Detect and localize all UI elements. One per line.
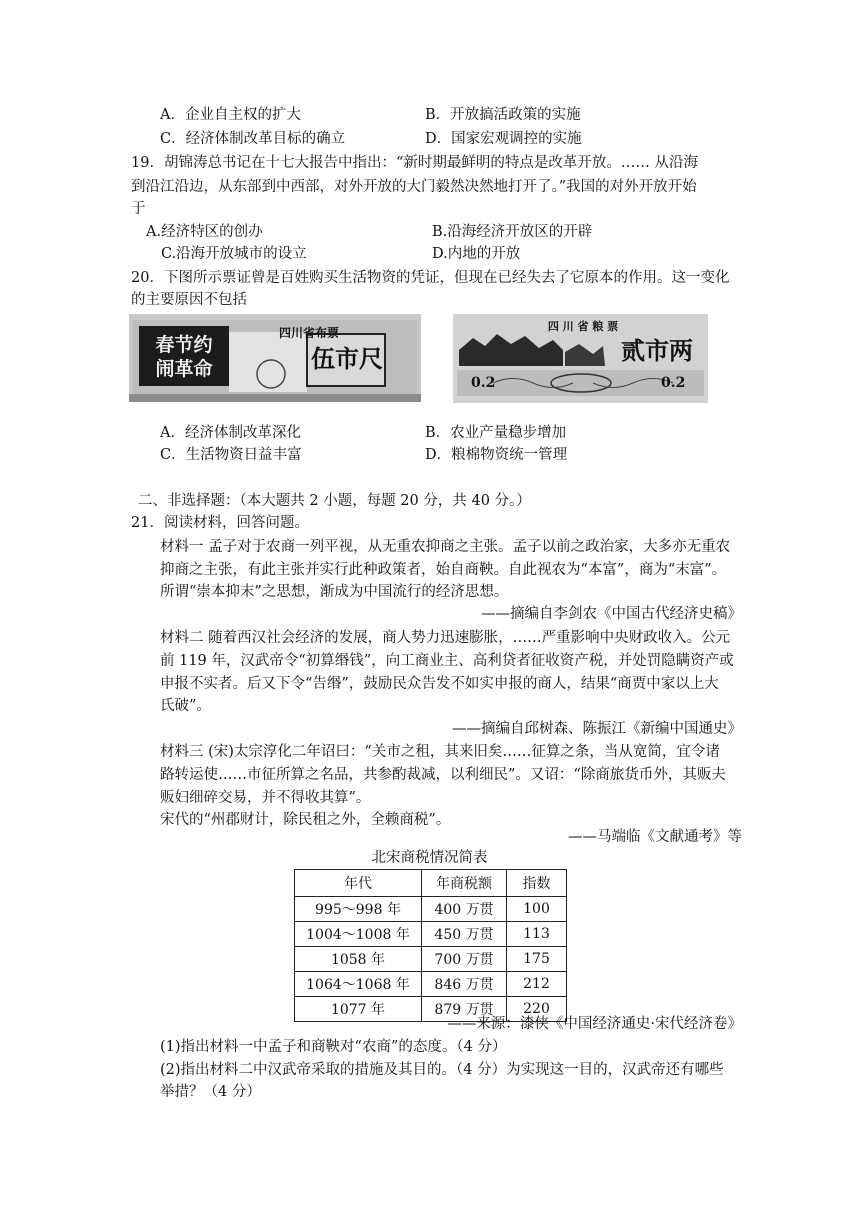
q18-option-b: B．开放搞活政策的实施 bbox=[425, 107, 581, 123]
q20-stem-line-2: 的主要原因不包括 bbox=[131, 292, 247, 308]
table-cell: 450 万贯 bbox=[422, 922, 507, 947]
q19-stem-line-3: 于 bbox=[131, 201, 146, 217]
table-row bbox=[295, 922, 567, 947]
tax-table-title: 北宋商税情况简表 bbox=[371, 850, 488, 866]
q19-option-a: A.经济特区的创办 bbox=[146, 224, 263, 240]
material-3-source: ——马端临《文献通考》等 bbox=[568, 829, 742, 845]
table-cell: 175 bbox=[507, 947, 567, 972]
material-2-line-1: 材料二 随着西汉社会经济的发展，商人势力迅速膨胀，……严重影响中央财政收入。公元 bbox=[160, 630, 731, 646]
subquestion-1: (1)指出材料一中孟子和商鞅对“农商”的态度。（4 分） bbox=[160, 1039, 507, 1055]
q18-option-c: C．经济体制改革目标的确立 bbox=[160, 131, 346, 147]
material-2-line-4: 氏破”。 bbox=[160, 698, 211, 714]
material-1-source: ——摘编自李剑农《中国古代经济史稿》 bbox=[481, 606, 742, 622]
table-cell: 1077 年 bbox=[295, 997, 422, 1022]
q20-option-d: D．粮棉物资统一管理 bbox=[425, 447, 568, 463]
table-source: ——来源：漆侠《中国经济通史·宋代经济卷》 bbox=[447, 1016, 742, 1032]
grain-ticket-value: 贰市两 bbox=[621, 336, 693, 365]
song-commercial-tax-table bbox=[294, 869, 567, 1022]
table-cell: 700 万贯 bbox=[422, 947, 507, 972]
subquestion-2-line-1: (2)指出材料二中汉武帝采取的措施及其目的。（4 分）为实现这一目的，汉武帝还有哪些 bbox=[160, 1062, 724, 1078]
table-cell: 1064～1068 年 bbox=[295, 972, 422, 997]
material-2-source: ——摘编自邱树森、陈振江《新编中国通史》 bbox=[452, 721, 742, 737]
table-cell: 212 bbox=[507, 972, 567, 997]
grain-ration-ticket-image bbox=[453, 314, 708, 403]
table-cell: 995～998 年 bbox=[295, 897, 422, 922]
q20-option-a: A．经济体制改革深化 bbox=[160, 425, 301, 441]
table-cell: 113 bbox=[507, 922, 567, 947]
grain-ticket-header: 四 川 省 粮 票 bbox=[547, 320, 619, 333]
subquestion-2-line-2: 举措？（4 分） bbox=[160, 1084, 261, 1100]
material-2-line-3: 申报不实者。后又下令“告缗”，鼓励民众告发不如实申报的商人，结果“商贾中家以上大 bbox=[160, 676, 719, 692]
material-1-line-1: 材料一 孟子对于农商一列平视，从无重农抑商之主张。孟子以前之政治家，大多亦无重农 bbox=[160, 539, 731, 555]
table-cell: 400 万贯 bbox=[422, 897, 507, 922]
table-cell: 1004～1008 年 bbox=[295, 922, 422, 947]
table-cell: 1058 年 bbox=[295, 947, 422, 972]
material-1-line-3: 所谓“崇本抑末”之思想，渐成为中国流行的经济思想。 bbox=[160, 584, 509, 600]
table-row bbox=[295, 897, 567, 922]
q19-option-c: C.沿海开放城市的设立 bbox=[161, 246, 307, 262]
q19-option-b: B.沿海经济开放区的开辟 bbox=[432, 224, 593, 240]
table-header-cell: 年代 bbox=[295, 870, 422, 897]
material-2-line-2: 前 119 年，汉武帝令“初算缗钱”，向工商业主、高利贷者征收资产税，并处罚隐瞒资产或 bbox=[160, 653, 734, 669]
q18-option-a: A．企业自主权的扩大 bbox=[160, 107, 301, 123]
material-1-line-2: 抑商之主张，有此主张并实行此种政策者，始自商鞅。自此视农为“本富”，商为“末富”。 bbox=[160, 562, 727, 578]
table-cell: 879 万贯 bbox=[422, 997, 507, 1022]
q19-stem-line-2: 到沿江沿边，从东部到中西部，对外开放的大门毅然决然地打开了。”我国的对外开放开始 bbox=[131, 179, 697, 195]
cloth-ration-ticket-image bbox=[129, 314, 421, 402]
q20-option-b: B．农业产量稳步增加 bbox=[425, 425, 567, 441]
q20-option-c: C．生活物资日益丰富 bbox=[160, 447, 302, 463]
table-header-row bbox=[295, 870, 567, 897]
section-2-heading: 二、非选择题：（本大题共 2 小题，每题 20 分，共 40 分。） bbox=[138, 493, 531, 509]
material-3-line-4: 宋代的“州郡财计，除民租之外，全赖商税”。 bbox=[160, 812, 451, 828]
material-3-line-1: 材料三 (宋)太宗淳化二年诏曰：“关市之租，其来旧矣……征算之条，当从宽简，宜令诸 bbox=[160, 744, 720, 760]
q19-stem-line-1: 19．胡锦涛总书记在十七大报告中指出：“新时期最鲜明的特点是改革开放。…… 从沿海 bbox=[131, 155, 698, 171]
cloth-ticket-slogan-2: 闹革命 bbox=[155, 358, 213, 380]
table-cell: 846 万贯 bbox=[422, 972, 507, 997]
cloth-ticket-slogan-1: 春节约 bbox=[155, 334, 213, 356]
table-cell: 220 bbox=[507, 997, 567, 1022]
table-cell: 100 bbox=[507, 897, 567, 922]
cloth-ticket-value: 伍市尺 bbox=[311, 344, 383, 373]
table-header-cell: 指数 bbox=[507, 870, 567, 897]
material-3-line-3: 贩妇细碎交易，并不得收其算”。 bbox=[160, 790, 371, 806]
table-header-cell: 年商税额 bbox=[422, 870, 507, 897]
q21-intro: 21．阅读材料，回答问题。 bbox=[131, 515, 309, 531]
table-row bbox=[295, 947, 567, 972]
q20-stem-line-1: 20．下图所示票证曾是百姓购买生活物资的凭证，但现在已经失去了它原本的作用。这一变化 bbox=[131, 270, 730, 286]
table-row bbox=[295, 972, 567, 997]
material-3-line-2: 路转运使……市征所算之名品，共参酌裁减，以利细民”。又诏：“除商旅货币外，其贩夫 bbox=[160, 767, 726, 783]
grain-ticket-number-left: 0.2 bbox=[471, 375, 496, 391]
cloth-ticket-header: 四川省布票 bbox=[278, 326, 339, 340]
q19-option-d: D.内地的开放 bbox=[432, 246, 521, 262]
grain-ticket-number-right: 0.2 bbox=[661, 375, 686, 391]
q18-option-d: D．国家宏观调控的实施 bbox=[425, 131, 582, 147]
